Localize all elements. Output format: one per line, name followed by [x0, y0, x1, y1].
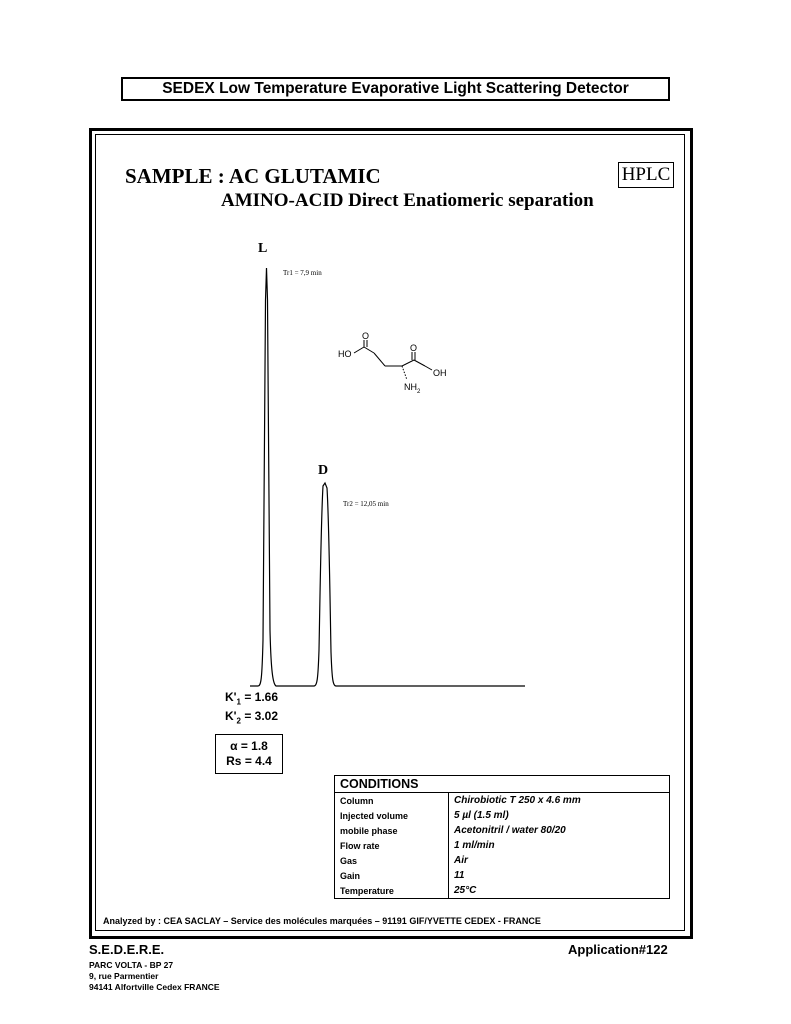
table-row: Column Chirobiotic T 250 x 4.6 mm	[335, 793, 670, 809]
table-row: mobile phase Acetonitril / water 80/20	[335, 823, 670, 838]
mol-o-top-right: O	[410, 343, 418, 353]
rs-value: Rs = 4.4	[226, 754, 272, 768]
analyzed-by: Analyzed by : CEA SACLAY – Service des molécules marquées – 91191 GIF/YVETTE CEDEX - FRANCE	[103, 916, 541, 926]
mol-nh2: $NH_2$	[404, 382, 421, 395]
k2-value: $K'_2 = 3.02$	[225, 709, 279, 726]
peak-d-label: D	[318, 463, 329, 478]
k1-value: $K'_1 = 1.66$	[225, 690, 279, 707]
table-row: Gas Air	[335, 853, 670, 868]
table-row: Injected volume 5 µl (1.5 ml)	[335, 808, 670, 823]
mol-ho-left: HO	[338, 349, 352, 359]
mol-o-top-left: O	[362, 331, 370, 341]
address-line: 9, rue Parmentier	[89, 971, 159, 981]
mol-oh-right: OH	[433, 368, 447, 378]
peak-l-label: L	[258, 241, 268, 256]
peak-l-annotation: Tr1 = 7,9 min	[283, 269, 322, 277]
sample-title: SAMPLE : AC GLUTAMIC	[125, 164, 381, 188]
document-title: SEDEX Low Temperature Evaporative Light Scattering Detector	[121, 77, 670, 101]
company-name: S.E.D.E.R.E.	[89, 942, 165, 957]
hplc-badge: HPLC	[618, 162, 674, 188]
company-address	[89, 960, 220, 993]
selectivity-resolution-box	[215, 734, 283, 774]
chromatogram-trace	[250, 268, 525, 686]
address-line: PARC VOLTA - BP 27	[89, 960, 174, 970]
peak-d-annotation: Tr2 = 12,05 min	[343, 500, 389, 508]
k-values	[225, 690, 278, 729]
separation-subtitle: AMINO-ACID Direct Enatiomeric separation	[221, 190, 594, 211]
table-row: Flow rate 1 ml/min	[335, 838, 670, 853]
table-row: Gain 11	[335, 868, 670, 883]
conditions-table	[334, 775, 670, 899]
conditions-title: CONDITIONS	[335, 776, 670, 793]
table-row: Temperature 25°C	[335, 883, 670, 899]
application-number: Application#122	[568, 942, 668, 957]
alpha-value: α = 1.8	[230, 739, 268, 753]
address-line: 94141 Alfortville Cedex FRANCE	[89, 982, 220, 992]
glutamic-acid-structure-icon	[354, 340, 432, 380]
